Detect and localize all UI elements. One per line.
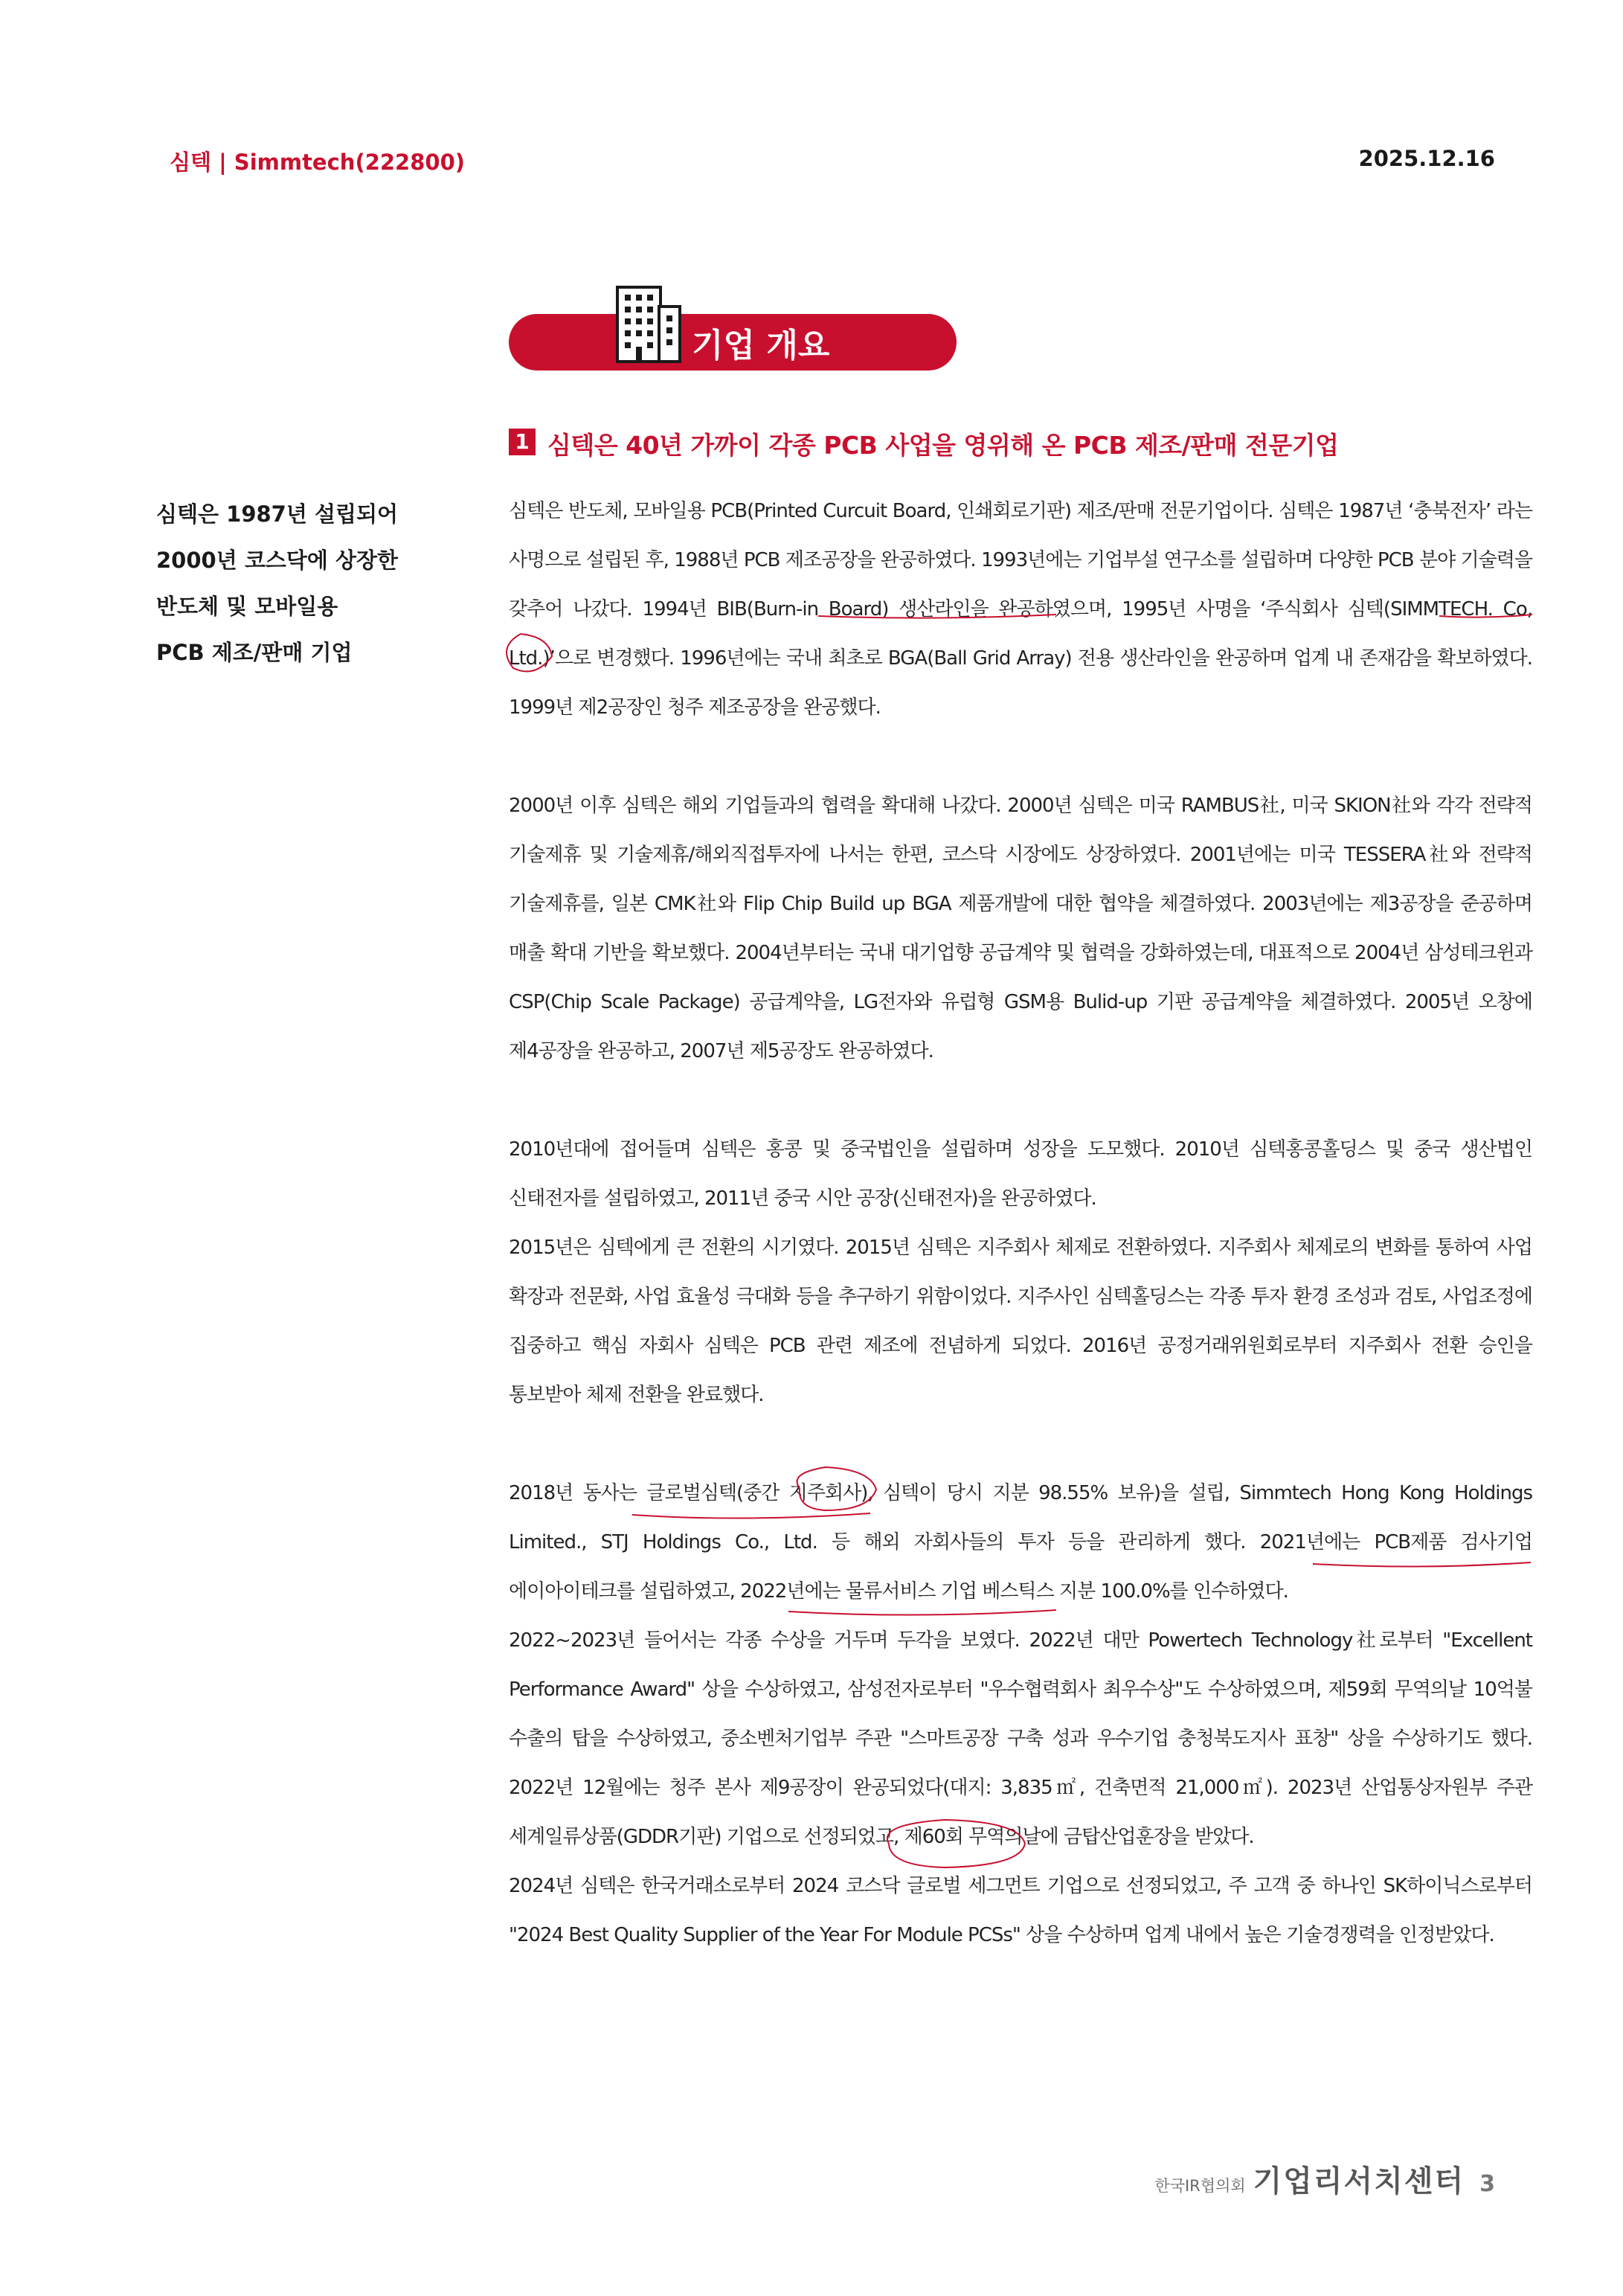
paragraph-history-2015: 2015년은 심텍에게 큰 전환의 시기였다. 2015년 심텍은 지주회사 체제로 전환하였다. 지주회사 체제로의 변화를 통하여 사업 확장과 전문화, 사업 효율성 극대화 등을 추구하기 위함이었다. 지주사인 심텍홀딩스는 각종 투자 환경 조성과 검토, 사업조정에 집중하고 핵심 자회사 심텍은 PCB 관련 제조에 전념하게 되었다. 2016년 공정거래위원회로부터 지주회사 전환 승인을 통보받아 체제 전환을 완료했다. [509, 1237, 1532, 1406]
section-title: 기업 개요 [692, 327, 830, 365]
subsection-number: 1 [509, 429, 536, 455]
building-icon [614, 284, 683, 365]
footer [1154, 2158, 1495, 2200]
page-number: 3 [1479, 2171, 1495, 2197]
paragraph-history-2022: 2022~2023년 들어서는 각종 수상을 거두며 두각을 보였다. 2022년 대만 Powertech Technology社로부터 "Excellent Performance Award" 상을 수상하였고, 삼성전자로부터 "우수협력회사 최우수상"도 수상하였으며, 제59회 무역의날 10억불 수출의 탑을 수상하였고, 중소벤처기업부 주관 "스마트공장 구축 성과 우수기업 충청북도지사 표창" 상을 수상하기도 했다. 2022년 12월에는 청주 본사 제9공장이 완공되었다(대지: 3,835㎡, 건축면적 21,000㎡). 2023년 산업통상자원부 주관 세계일류상품(GDDR기판) 기업으로 선정되었고, 제60회 무역의날에 금탑산업훈장을 받았다. [509, 1629, 1532, 1848]
report-date: 2025.12.16 [1358, 146, 1495, 171]
subsection-title: 심텍은 40년 가까이 각종 PCB 사업을 영위해 온 PCB 제조/판매 전문기업 [547, 431, 1339, 460]
footer-center: 기업리서치센터 [1253, 2164, 1465, 2199]
paragraph-history-1980s: 심텍은 반도체, 모바일용 PCB(Printed Curcuit Board, 인쇄회로기판) 제조/판매 전문기업이다. 심텍은 1987년 ‘충북전자’ 라는 사명으로 설립된 후, 1988년 PCB 제조공장을 완공하였다. 1993년에는 기업부설 연구소를 설립하며 다양한 PCB 분야 기술력을 갖추어 나갔다. 1994년 BIB(Burn-in Board) 생산라인을 완공하였으며, 1995년 사명을 ‘주식회사 심텍(SIMMTECH. Co, Ltd.)’으로 변경했다. 1996년에는 국내 최초로 BGA(Ball Grid Array) 전용 생산라인을 완공하며 업계 내 존재감을 확보하였다. 1999년 제2공장인 청주 제조공장을 완공했다. [509, 500, 1532, 719]
body-text [509, 487, 1532, 1960]
paragraph-history-2000s: 2000년 이후 심텍은 해외 기업들과의 협력을 확대해 나갔다. 2000년 심텍은 미국 RAMBUS社, 미국 SKION社와 각각 전략적 기술제휴 및 기술제휴/해외직접투자에 나서는 한편, 코스닥 시장에도 상장하였다. 2001년에는 미국 TESSERA社와 전략적 기술제휴를, 일본 CMK社와 Flip Chip Build up BGA 제품개발에 대한 협약을 체결하였다. 2003년에는 제3공장을 준공하며 매출 확대 기반을 확보했다. 2004년부터는 국내 대기업향 공급계약 및 협력을 강화하였는데, 대표적으로 2004년 삼성테크윈과 CSP(Chip Scale Package) 공급계약을, LG전자와 유럽형 GSM용 Bulid-up 기판 공급계약을 체결하였다. 2005년 오창에 제4공장을 완공하고, 2007년 제5공장도 완공하였다. [509, 795, 1532, 1062]
company-header: 심텍 | Simmtech(222800) [170, 150, 466, 175]
sidebar-line: 심텍은 1987년 설립되어 [156, 501, 399, 527]
sidebar-line: 2000년 코스닥에 상장한 [156, 548, 399, 573]
sidebar-line: PCB 제조/판매 기업 [156, 640, 353, 665]
sidebar-summary [156, 491, 424, 676]
paragraph-history-2018: 2018년 동사는 글로벌심텍(중간 지주회사), 심텍이 당시 지분 98.55% 보유)을 설립, Simmtech Hong Kong Holdings Limited., STJ Holdings Co., Ltd. 등 해외 자회사들의 투자 등을 관리하게 했다. 2021년에는 PCB제품 검사기업 에이아이테크를 설립하였고, 2022년에는 물류서비스 기업 베스틱스 지분 100.0%를 인수하였다. [509, 1482, 1532, 1603]
paragraph-history-2024: 2024년 심텍은 한국거래소로부터 2024 코스닥 글로벌 세그먼트 기업으로 선정되었고, 주 고객 중 하나인 SK하이닉스로부터 "2024 Best Quality Supplier of the Year For Module PCSs" 상을 수상하며 업계 내에서 높은 기술경쟁력을 인정받았다. [509, 1875, 1532, 1946]
sidebar-line: 반도체 및 모바일용 [156, 594, 338, 619]
footer-org: 한국IR협의회 [1154, 2177, 1246, 2195]
paragraph-history-2010s: 2010년대에 접어들며 심텍은 홍콩 및 중국법인을 설립하며 성장을 도모했다. 2010년 심텍홍콩홀딩스 및 중국 생산법인 신태전자를 설립하였고, 2011년 중국 시안 공장(신태전자)을 완공하였다. [509, 1138, 1532, 1210]
